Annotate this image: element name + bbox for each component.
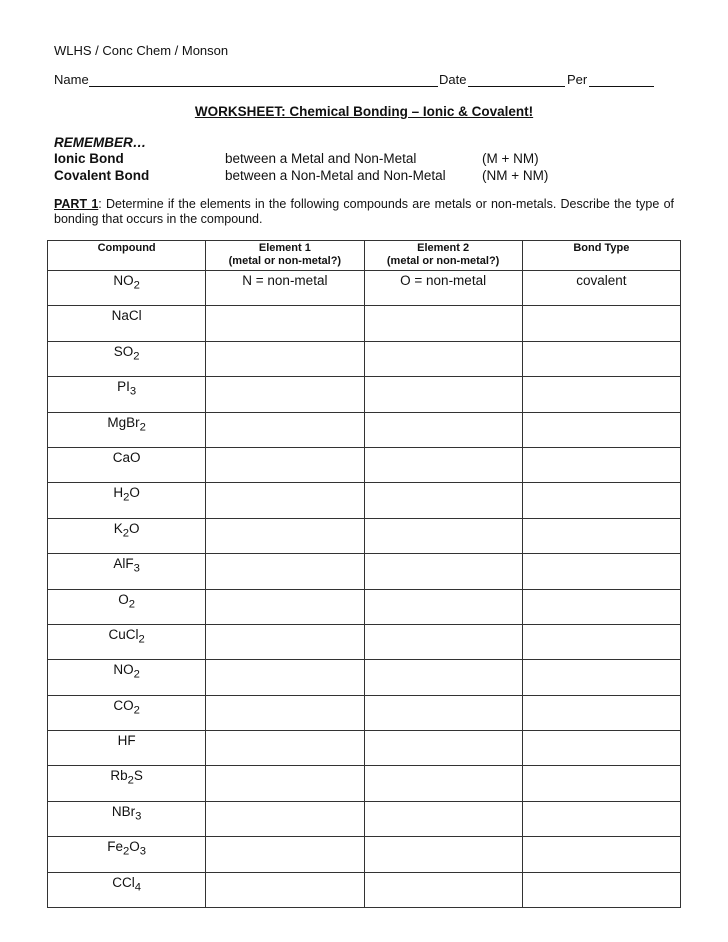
element-1-cell[interactable]: [206, 695, 364, 730]
element-1-cell[interactable]: [206, 624, 364, 659]
part1-label: PART 1: [54, 197, 99, 211]
compound-cell: AlF$_3$: [48, 554, 206, 589]
compound-cell: $Rb_2S$: [48, 766, 206, 801]
date-blank-line[interactable]: [468, 86, 565, 87]
per-label: Per: [567, 72, 588, 87]
table-row: [48, 766, 681, 801]
table-row: [48, 554, 681, 589]
element-2-cell[interactable]: [364, 731, 522, 766]
element-2-cell[interactable]: [364, 766, 522, 801]
compound-cell: $SO_2$: [48, 341, 206, 376]
element-1-cell[interactable]: [206, 306, 364, 341]
compound-cell: CCl$_4$: [48, 872, 206, 907]
date-label: Date: [439, 72, 467, 87]
element-2-cell[interactable]: [364, 624, 522, 659]
covalent-bond-row: [54, 168, 674, 186]
compound-cell: NBr$_3$: [48, 801, 206, 836]
bond-type-cell[interactable]: [522, 872, 680, 907]
worksheet-title: WORKSHEET: Chemical Bonding – Ionic & Covalent!: [194, 104, 534, 119]
element-1-cell[interactable]: [206, 837, 364, 872]
compound-cell: $Fe_2O_3$: [48, 837, 206, 872]
name-label: Name: [54, 72, 89, 87]
bond-type-cell[interactable]: [522, 483, 680, 518]
bond-type-cell[interactable]: covalent: [522, 271, 680, 306]
element-2-cell[interactable]: [364, 341, 522, 376]
compound-cell: $O_2$: [48, 589, 206, 624]
ionic-bond-abbr: (M + NM): [482, 151, 539, 166]
bond-type-cell[interactable]: [522, 447, 680, 482]
compound-cell: MgBr$_2$: [48, 412, 206, 447]
table-row: [48, 589, 681, 624]
bond-type-cell[interactable]: [522, 306, 680, 341]
ionic-bond-row: [54, 151, 674, 169]
element-2-cell[interactable]: [364, 837, 522, 872]
part1-text: : Determine if the elements in the following compounds are metals or non-metals. Describe the type of bonding that occurs in the compound.: [54, 197, 674, 226]
compound-cell: $CO_2$: [48, 695, 206, 730]
table-row: [48, 447, 681, 482]
compound-cell: HF: [48, 731, 206, 766]
table-row: [48, 731, 681, 766]
element-1-cell[interactable]: [206, 872, 364, 907]
ionic-bond-name: Ionic Bond: [54, 151, 124, 166]
element-1-cell[interactable]: [206, 377, 364, 412]
element-2-cell[interactable]: [364, 695, 522, 730]
element-2-cell[interactable]: [364, 377, 522, 412]
compound-cell: $NO_2$: [48, 271, 206, 306]
bond-type-cell[interactable]: [522, 624, 680, 659]
compound-cell: $NO_2$: [48, 660, 206, 695]
name-blank-line[interactable]: [89, 86, 438, 87]
header-bond-type: Bond Type: [522, 241, 680, 271]
element-1-cell[interactable]: [206, 660, 364, 695]
element-2-cell[interactable]: [364, 483, 522, 518]
table-row: [48, 801, 681, 836]
bond-type-cell[interactable]: [522, 412, 680, 447]
bond-type-cell[interactable]: [522, 801, 680, 836]
element-1-cell[interactable]: [206, 731, 364, 766]
element-1-cell[interactable]: [206, 554, 364, 589]
element-2-cell[interactable]: [364, 589, 522, 624]
bond-type-cell[interactable]: [522, 660, 680, 695]
compound-table: [47, 240, 681, 908]
per-blank-line[interactable]: [589, 86, 654, 87]
table-row: [48, 872, 681, 907]
name-date-per-row: [54, 72, 654, 90]
element-1-cell[interactable]: [206, 766, 364, 801]
element-1-cell[interactable]: N = non-metal: [206, 271, 364, 306]
element-2-cell[interactable]: [364, 554, 522, 589]
bond-type-cell[interactable]: [522, 341, 680, 376]
compound-cell: $H_2O$: [48, 483, 206, 518]
remember-heading: REMEMBER…: [54, 135, 147, 150]
table-row: [48, 271, 681, 306]
table-row: [48, 306, 681, 341]
covalent-bond-name: Covalent Bond: [54, 168, 150, 183]
bond-type-cell[interactable]: [522, 766, 680, 801]
covalent-bond-description: between a Non-Metal and Non-Metal: [225, 168, 446, 183]
table-row: [48, 518, 681, 553]
table-row: [48, 695, 681, 730]
table-row: [48, 412, 681, 447]
header-element-1: Element 1 (metal or non-metal?): [206, 241, 364, 271]
table-row: [48, 483, 681, 518]
element-1-cell[interactable]: [206, 412, 364, 447]
element-2-cell[interactable]: [364, 872, 522, 907]
element-2-cell[interactable]: [364, 660, 522, 695]
element-2-cell[interactable]: [364, 412, 522, 447]
element-2-cell[interactable]: [364, 518, 522, 553]
bond-type-cell[interactable]: [522, 554, 680, 589]
compound-cell: $PI_3$: [48, 377, 206, 412]
element-1-cell[interactable]: [206, 518, 364, 553]
compound-cell: NaCl: [48, 306, 206, 341]
element-1-cell[interactable]: [206, 589, 364, 624]
element-2-cell[interactable]: [364, 447, 522, 482]
compound-cell: CaO: [48, 447, 206, 482]
table-row: [48, 341, 681, 376]
table-row: [48, 624, 681, 659]
element-2-cell[interactable]: [364, 306, 522, 341]
element-1-cell[interactable]: [206, 801, 364, 836]
bond-type-cell[interactable]: [522, 377, 680, 412]
bond-type-cell[interactable]: [522, 837, 680, 872]
compound-cell: CuCl$_2$: [48, 624, 206, 659]
course-line: WLHS / Conc Chem / Monson: [54, 43, 229, 58]
compound-cell: $K_2O$: [48, 518, 206, 553]
element-1-cell[interactable]: [206, 341, 364, 376]
part1-instructions: [54, 197, 674, 227]
bond-type-cell[interactable]: [522, 695, 680, 730]
bond-type-cell[interactable]: [522, 589, 680, 624]
table-header-row: [48, 241, 681, 271]
element-2-cell[interactable]: [364, 801, 522, 836]
table-row: [48, 660, 681, 695]
header-compound: Compound: [48, 241, 206, 271]
table-row: [48, 837, 681, 872]
table-row: [48, 377, 681, 412]
element-1-cell[interactable]: [206, 483, 364, 518]
bond-type-cell[interactable]: [522, 731, 680, 766]
ionic-bond-description: between a Metal and Non-Metal: [225, 151, 417, 166]
element-2-cell[interactable]: O = non-metal: [364, 271, 522, 306]
bond-type-cell[interactable]: [522, 518, 680, 553]
covalent-bond-abbr: (NM + NM): [482, 168, 549, 183]
header-element-2: Element 2 (metal or non-metal?): [364, 241, 522, 271]
element-1-cell[interactable]: [206, 447, 364, 482]
